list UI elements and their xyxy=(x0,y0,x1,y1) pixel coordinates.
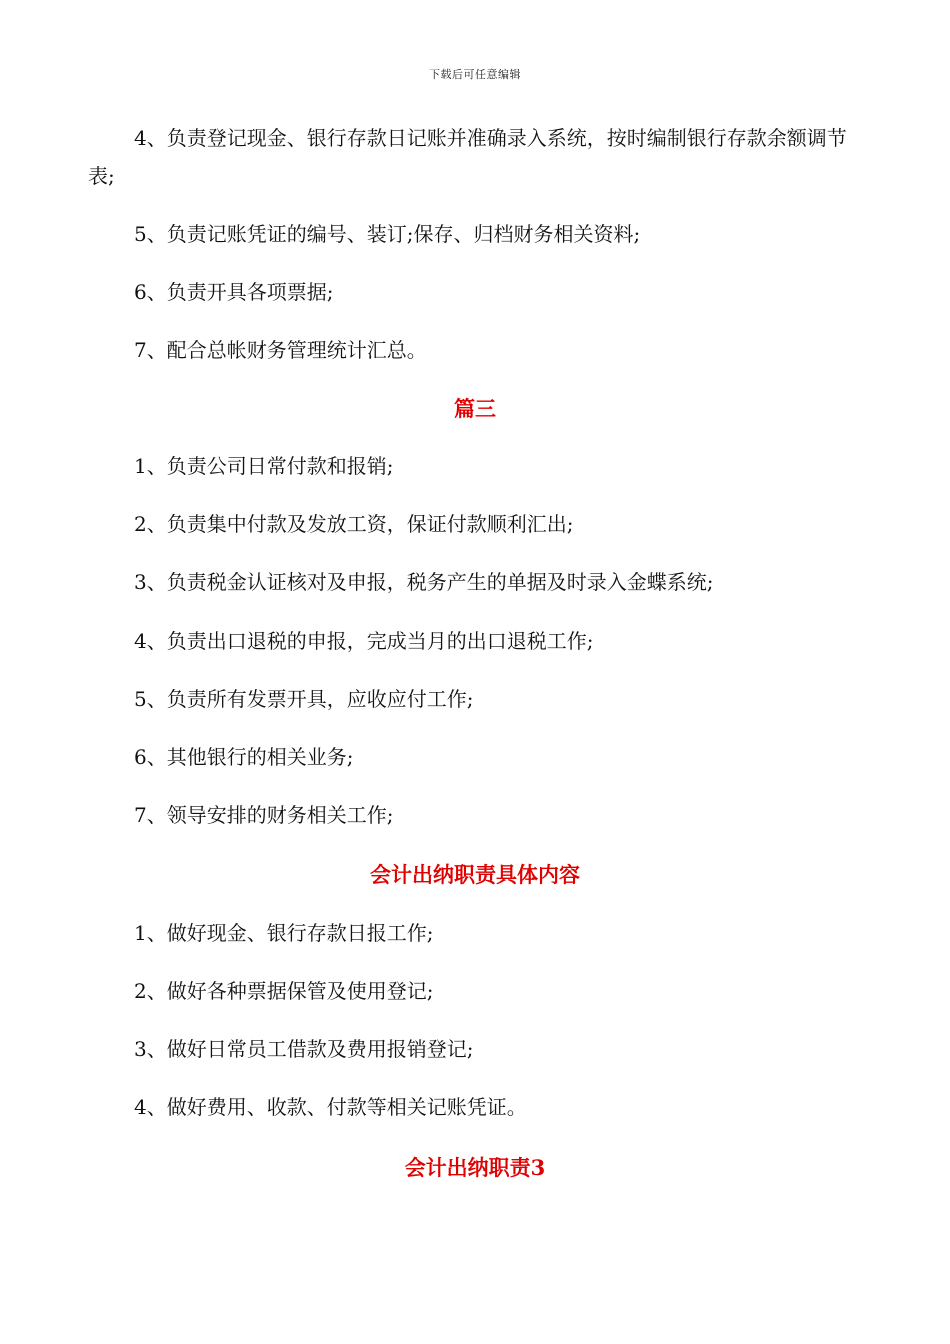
section-heading: 会计出纳职责具体内容 xyxy=(370,862,580,887)
list-item: 5、负责记账凭证的编号、装订;保存、归档财务相关资料; xyxy=(134,222,641,246)
list-item: 2、做好各种票据保管及使用登记; xyxy=(134,979,434,1003)
list-item: 3、负责税金认证核对及申报，税务产生的单据及时录入金蝶系统; xyxy=(134,570,714,594)
list-item: 4、负责出口退税的申报，完成当月的出口退税工作; xyxy=(134,629,594,653)
list-item: 4、负责登记现金、银行存款日记账并准确录入系统，按时编制银行存款余额调节表; xyxy=(88,126,847,188)
section-heading: 篇三 xyxy=(454,396,496,421)
list-item: 7、领导安排的财务相关工作; xyxy=(134,803,394,827)
list-item: 4、做好费用、收款、付款等相关记账凭证。 xyxy=(134,1095,527,1119)
list-item: 6、负责开具各项票据; xyxy=(134,280,334,304)
list-item: 3、做好日常员工借款及费用报销登记; xyxy=(134,1037,474,1061)
list-item: 5、负责所有发票开具，应收应付工作; xyxy=(134,687,474,711)
list-item: 7、配合总帐财务管理统计汇总。 xyxy=(134,338,427,362)
list-item: 6、其他银行的相关业务; xyxy=(134,745,354,769)
section-heading: 会计出纳职责3 xyxy=(404,1155,546,1180)
page-header: 下载后可任意编辑 xyxy=(429,68,521,81)
list-item: 1、做好现金、银行存款日报工作; xyxy=(134,921,434,945)
list-item: 1、负责公司日常付款和报销; xyxy=(134,454,394,478)
list-item: 2、负责集中付款及发放工资，保证付款顺利汇出; xyxy=(134,512,574,536)
